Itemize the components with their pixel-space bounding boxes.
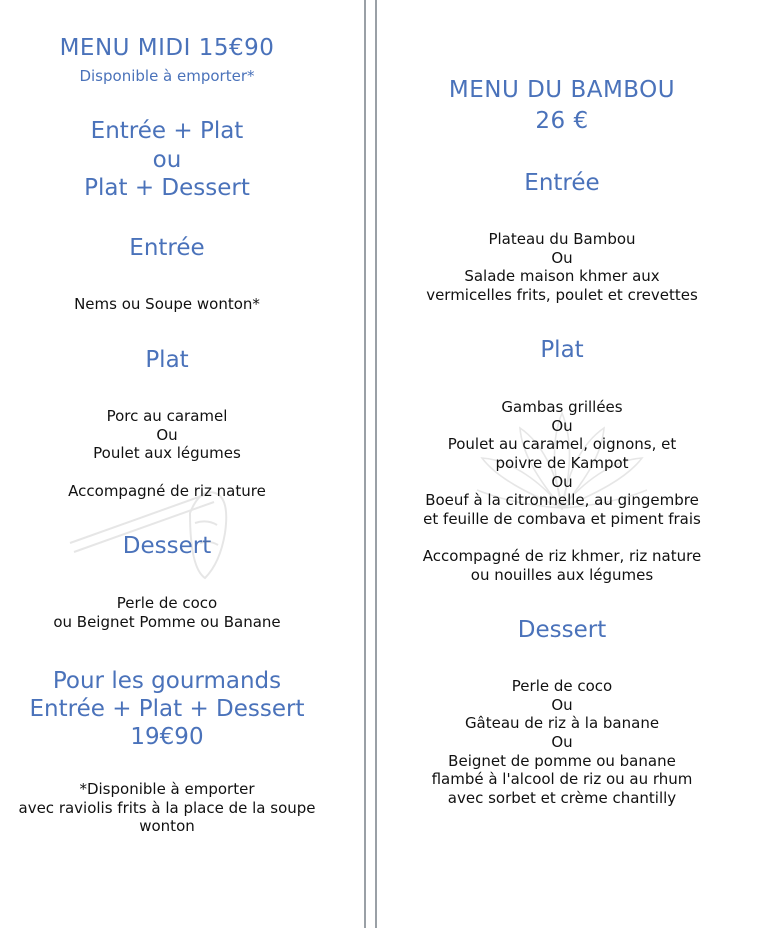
list-item: Ou xyxy=(551,416,573,435)
list-item: Ou xyxy=(551,695,573,714)
list-item: Salade maison khmer aux xyxy=(464,267,660,286)
list-item: Porc au caramel xyxy=(106,407,228,425)
note-line: ou nouilles aux légumes xyxy=(470,565,654,584)
list-item: Beignet de pomme ou banane xyxy=(448,751,676,770)
list-item: Gambas grillées xyxy=(501,398,623,416)
list-item: Ou xyxy=(551,472,573,491)
gourmands-line-2: Entrée + Plat + Dessert xyxy=(29,696,305,722)
footnote-line: wonton xyxy=(139,817,195,836)
list-item: Poulet au caramel, oignons, et xyxy=(447,435,677,454)
list-item: Boeuf à la citronnelle, au gingembre xyxy=(425,491,699,510)
list-item: vermicelles frits, poulet et crevettes xyxy=(426,286,698,305)
list-item: ou Beignet Pomme ou Banane xyxy=(53,612,281,631)
list-item: Perle de coco xyxy=(511,677,613,695)
left-entree-heading: Entrée xyxy=(129,235,205,261)
right-entree-items xyxy=(380,230,744,305)
menu-bambou-title: MENU DU BAMBOU xyxy=(448,77,676,103)
left-dessert-items xyxy=(0,594,334,631)
footnote xyxy=(0,780,334,836)
list-item: Ou xyxy=(156,425,178,444)
list-item: Perle de coco xyxy=(116,594,218,612)
list-item: avec sorbet et crème chantilly xyxy=(447,789,677,808)
column-divider-left xyxy=(364,0,366,928)
menu-bambou-price: 26 € xyxy=(535,108,589,134)
column-divider-right xyxy=(375,0,377,928)
formula-line-2: ou xyxy=(152,147,182,173)
left-plat-items xyxy=(0,407,334,463)
left-dessert-heading: Dessert xyxy=(122,533,212,559)
right-entree-heading: Entrée xyxy=(524,170,600,196)
right-plat-items xyxy=(380,398,744,529)
list-item: Plateau du Bambou xyxy=(488,230,636,248)
note-line: Accompagné de riz khmer, riz nature xyxy=(422,547,702,565)
list-item: Ou xyxy=(551,248,573,267)
formula-line-3: Plat + Dessert xyxy=(84,175,250,201)
right-dessert-heading: Dessert xyxy=(517,617,607,643)
list-item: Poulet aux légumes xyxy=(93,444,241,463)
left-plat-note: Accompagné de riz nature xyxy=(68,482,266,500)
left-entree-item: Nems ou Soupe wonton* xyxy=(74,295,260,313)
right-plat-note xyxy=(380,547,744,584)
list-item: Gâteau de riz à la banane xyxy=(464,714,660,733)
list-item: poivre de Kampot xyxy=(495,454,629,473)
gourmands-price: 19€90 xyxy=(130,724,204,750)
formula-line-1: Entrée + Plat xyxy=(90,118,244,144)
footnote-line: *Disponible à emporter xyxy=(79,780,255,798)
menu-midi-subtitle: Disponible à emporter* xyxy=(79,67,255,85)
right-plat-heading: Plat xyxy=(540,337,584,363)
left-plat-heading: Plat xyxy=(145,347,189,373)
list-item: flambé à l'alcool de riz ou au rhum xyxy=(431,770,693,789)
list-item: et feuille de combava et piment frais xyxy=(423,510,701,529)
gourmands-line-1: Pour les gourmands xyxy=(52,668,282,694)
menu-midi-title: MENU MIDI 15€90 xyxy=(59,35,275,61)
footnote-line: avec raviolis frits à la place de la soupe xyxy=(18,798,316,817)
list-item: Ou xyxy=(551,733,573,752)
right-dessert-items xyxy=(380,677,744,808)
